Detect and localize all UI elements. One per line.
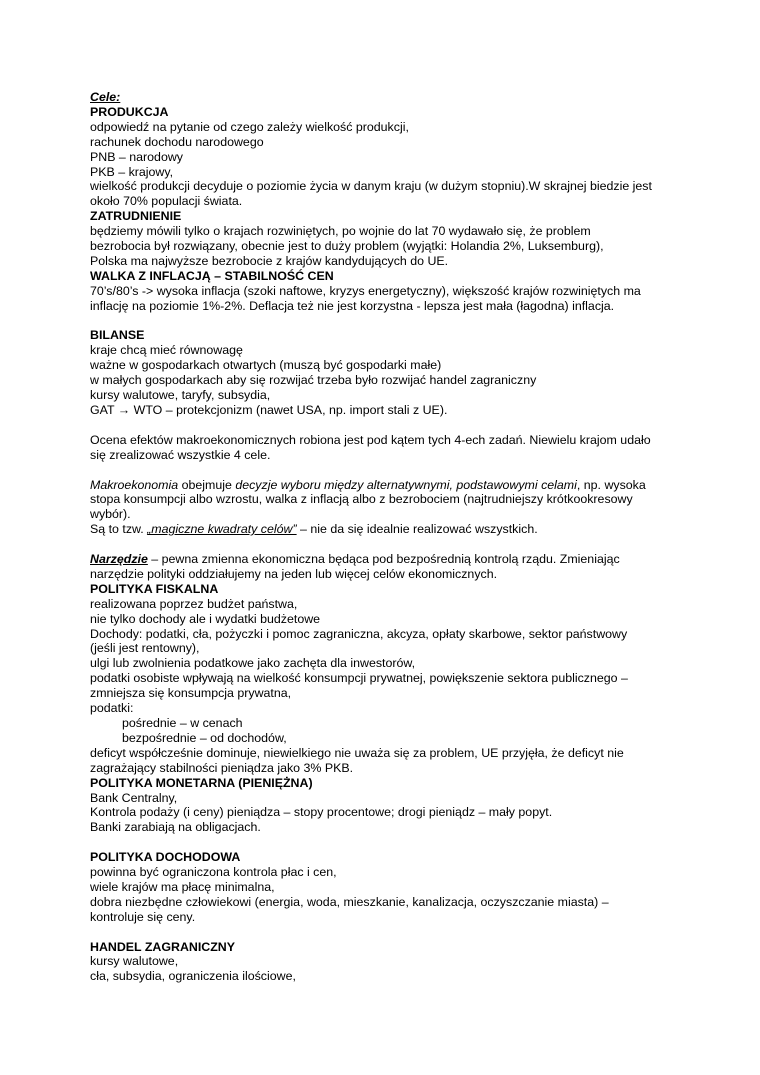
text-line: cła, subsydia, ograniczenia ilościowe, <box>90 969 296 984</box>
text-line: w małych gospodarkach aby się rozwijać trzeba było rozwijać handel zagraniczny <box>90 373 537 388</box>
text-line: PNB – narodowy <box>90 149 183 164</box>
makro-line <box>90 478 690 493</box>
magic-squares-quote: „magiczne kwadraty celów” <box>147 522 297 537</box>
makro-line4-before: Są to tzw. <box>90 522 148 537</box>
fiskalna-heading: POLITYKA FISKALNA <box>90 581 219 596</box>
spacer <box>90 925 690 940</box>
text-line: Dochody: podatki, cła, pożyczki i pomoc zagraniczna, akcyza, opłaty skarbowe, sektor państwowy <box>90 626 628 641</box>
makro-line4-after: – nie da się idealnie realizować wszystkich. <box>296 522 538 537</box>
text-line: podatki: <box>90 701 134 716</box>
text-line: wiele krajów ma płacę minimalna, <box>90 879 275 894</box>
text-line: Kontrola podaży (i ceny) pieniądza – stopy procentowe; drogi pieniądz – mały popyt. <box>90 805 553 820</box>
indented-line: bezpośrednie – od dochodów, <box>122 730 287 745</box>
arrow-right-icon: → <box>117 403 131 418</box>
text-line: dobra niezbędne człowiekowi (energia, woda, mieszkanie, kanalizacja, oczyszczanie miasta) – <box>90 894 609 909</box>
text-line: ważne w gospodarkach otwartych (muszą być gospodarki małe) <box>90 358 442 373</box>
text-line: Ocena efektów makroekonomicznych robiona jest pod kątem tych 4-ech zadań. Niewielu krajom udało <box>90 432 651 447</box>
makro-rest: , np. wysoka <box>576 477 646 492</box>
spacer <box>90 537 690 552</box>
produkcja-heading: PRODUKCJA <box>90 104 169 119</box>
spacer <box>90 835 690 850</box>
text-line: stopa konsumpcji albo wzrostu, walka z inflacją albo z bezrobociem (najtrudniejszy krótkookresowy <box>90 492 633 507</box>
text-line: około 70% populacji świata. <box>90 194 243 209</box>
handel-heading: HANDEL ZAGRANICZNY <box>90 939 236 954</box>
narzedzie-line <box>90 552 690 567</box>
text-line: wybór). <box>90 507 131 522</box>
makro-mid: obejmuje <box>178 477 236 492</box>
text-line: kursy walutowe, <box>90 954 179 969</box>
text-line: Banki zarabiają na obligacjach. <box>90 820 261 835</box>
text-line: odpowiedź na pytanie od czego zależy wielkość produkcji, <box>90 119 409 134</box>
text-line: się zrealizować wszystkie 4 cele. <box>90 447 271 462</box>
zatrudnienie-heading: ZATRUDNIENIE <box>90 209 182 224</box>
text-line: podatki osobiste wpływają na wielkość konsumpcji prywatnej, powiększenie sektora publicznego – <box>90 671 628 686</box>
text-line: nie tylko dochody ale i wydatki budżetowe <box>90 611 321 626</box>
text-line: 70’s/80’s -> wysoka inflacja (szoki naftowe, kryzys energetyczny), większość krajów rozwiniętych ma <box>90 283 641 298</box>
makro-term: Makroekonomia <box>90 477 179 492</box>
text-line: realizowana poprzez budżet państwa, <box>90 596 298 611</box>
monetarna-heading: POLITYKA MONETARNA (PIENIĘŻNA) <box>90 775 313 790</box>
text-line: zagrażający stabilności pieniądza jako 3% PKB. <box>90 760 354 775</box>
text-line: PKB – krajowy, <box>90 164 174 179</box>
text-line: powinna być ograniczona kontrola płac i cen, <box>90 865 337 880</box>
inflacja-heading: WALKA Z INFLACJĄ – STABILNOŚĆ CEN <box>90 268 334 283</box>
text-line: kontroluje się ceny. <box>90 909 196 924</box>
text-line: ulgi lub zwolnienia podatkowe jako zachęta dla inwestorów, <box>90 656 416 671</box>
text-line: rachunek dochodu narodowego <box>90 134 264 149</box>
text-line: kursy walutowe, taryfy, subsydia, <box>90 388 271 403</box>
document-content <box>90 90 690 984</box>
bilanse-heading: BILANSE <box>90 328 145 343</box>
text-line: Polska ma najwyższe bezrobocie z krajów kandydujących do UE. <box>90 253 449 268</box>
text-line: bezrobocia był rozwiązany, obecnie jest to duży problem (wyjątki: Holandia 2%, Luksemburg), <box>90 239 604 254</box>
gat-line <box>90 403 690 418</box>
text-line: zmniejsza się konsumpcja prywatna, <box>90 686 292 701</box>
text-line: narzędzie polityki oddziałujemy na jeden lub więcej celów ekonomicznych. <box>90 566 498 581</box>
text-line: inflację na poziomie 1%-2%. Deflacja też nie jest korzystna - lepsza jest mała (łagodna) inflacja. <box>90 298 615 313</box>
magic-squares-line <box>90 522 690 537</box>
makro-decyzje: decyzje wyboru między alternatywnymi, podstawowymi celami <box>235 477 577 492</box>
text-line: (jeśli jest rentowny), <box>90 641 200 656</box>
spacer <box>90 418 690 433</box>
text-line: Bank Centralny, <box>90 790 178 805</box>
text-line: deficyt współcześnie dominuje, niewielkiego nie uważa się za problem, UE przyjęła, że deficyt nie <box>90 745 624 760</box>
indented-line: pośrednie – w cenach <box>122 716 243 730</box>
text-line: będziemy mówili tylko o krajach rozwiniętych, po wojnie do lat 70 wydawało się, że problem <box>90 224 591 239</box>
narzedzie-rest: – pewna zmienna ekonomiczna będąca pod bezpośrednią kontrolą rządu. Zmieniając <box>147 552 620 567</box>
goals-label: Cele: <box>90 90 121 104</box>
text-line: kraje chcą mieć równowagę <box>90 343 243 358</box>
narzedzie-term: Narzędzie <box>90 552 148 567</box>
dochodowa-heading: POLITYKA DOCHODOWA <box>90 850 241 865</box>
text-line: wielkość produkcji decyduje o poziomie życia w danym kraju (w dużym stopniu).W skrajnej biedzie jest <box>90 179 652 194</box>
wto-text: WTO – protekcjonizm (nawet USA, np. import stali z UE). <box>133 403 448 418</box>
spacer <box>90 314 690 329</box>
gat-text: GAT <box>90 403 115 418</box>
spacer <box>90 463 690 478</box>
